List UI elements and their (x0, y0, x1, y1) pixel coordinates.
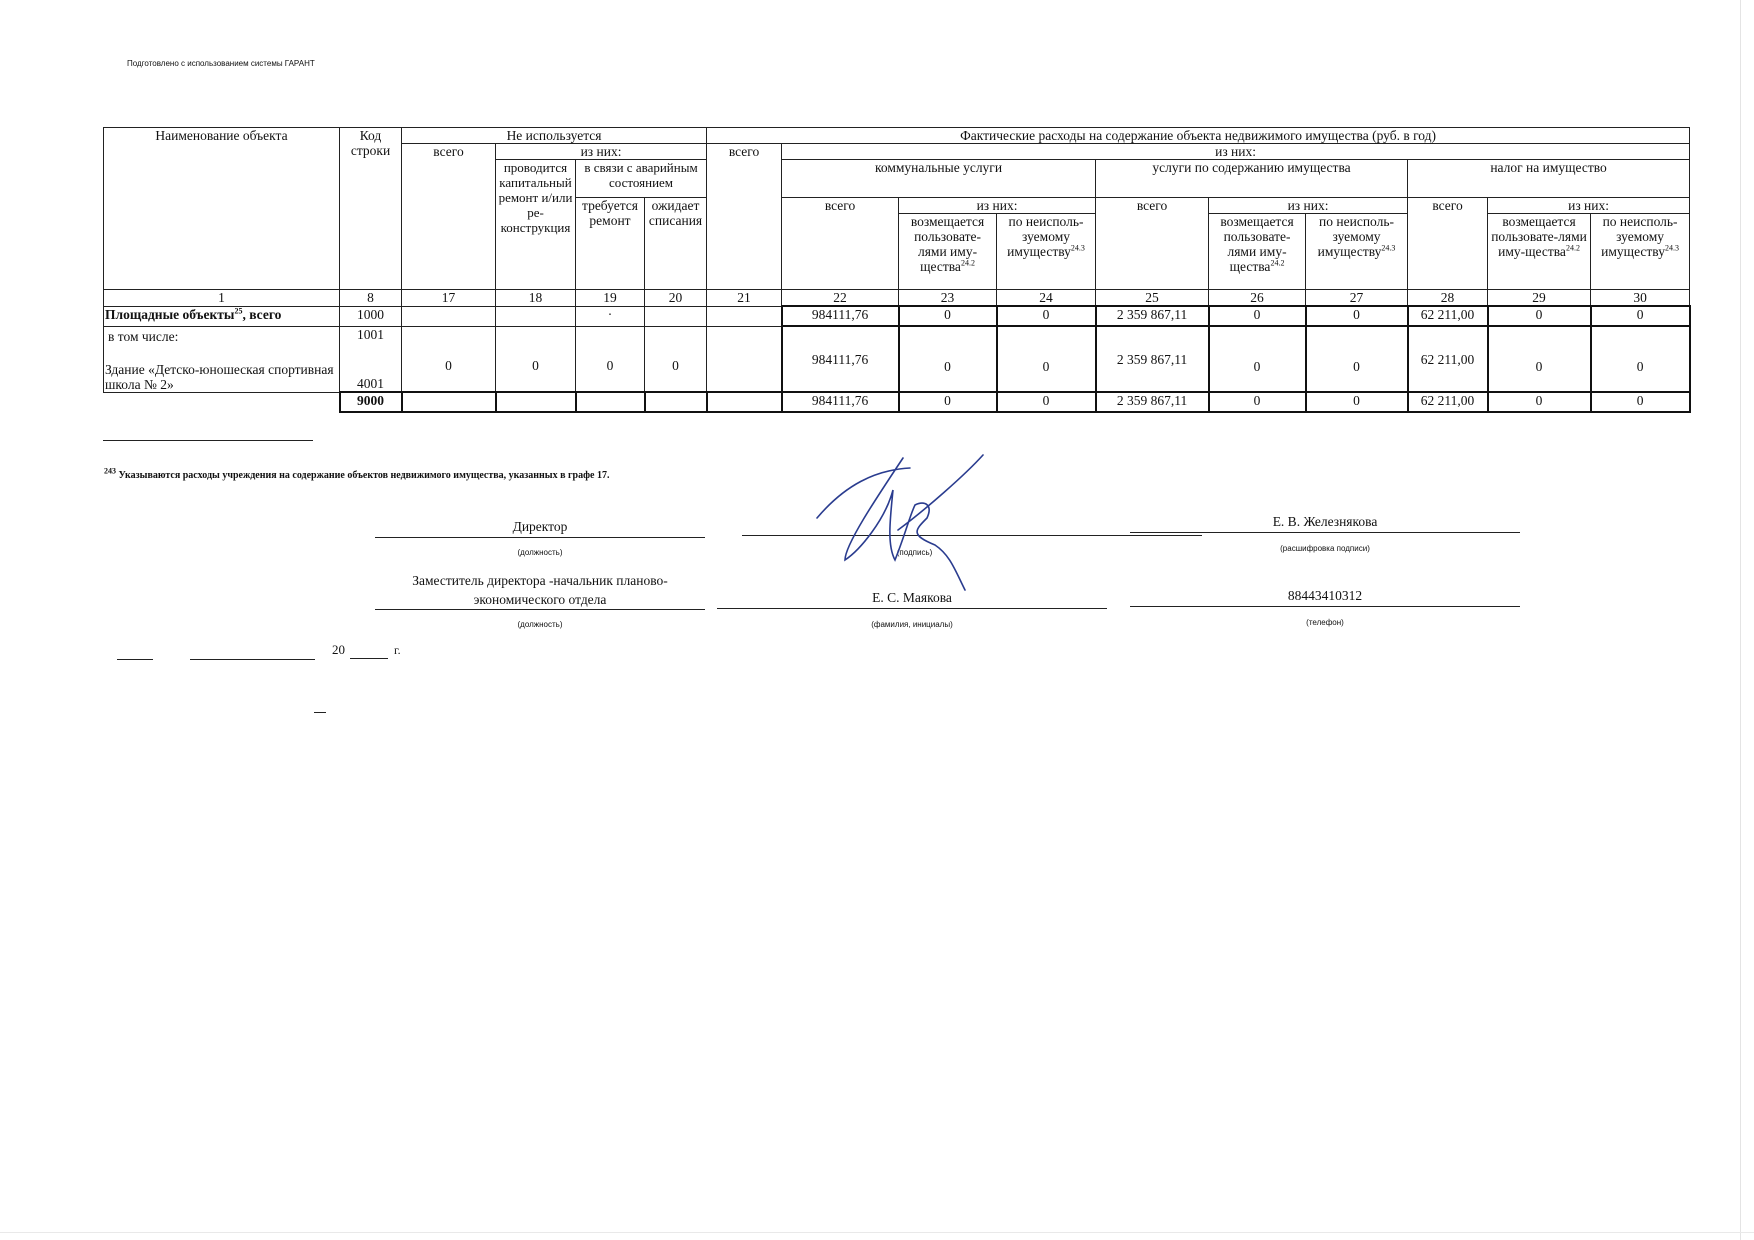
cell-24: 0 (997, 392, 1096, 412)
col-num: 22 (782, 290, 899, 307)
date-year-line (350, 658, 388, 659)
header-not-used: Не используется (402, 128, 707, 144)
header-maintenance-unused: по неисполь-зуемому имуществу$^{24.3}$ (1306, 214, 1408, 290)
header-maintenance-reimbursed: возмещается пользовате-лями иму-щества$^{24.2}$ (1209, 214, 1306, 290)
header-name: Наименование объекта (104, 128, 340, 290)
cell-23: 0 (899, 306, 997, 326)
row-name (104, 326, 340, 392)
header-tax-unused: по неисполь-зуемому имуществу$^{24.3}$ (1591, 214, 1690, 290)
date-month-line (190, 659, 315, 660)
cell-27: 0 (1306, 392, 1408, 412)
row-name: Площадные объекты$^{25}$, всего (104, 306, 340, 326)
phone-number: 88443410312 (1287, 588, 1363, 603)
phone-line (1130, 606, 1520, 607)
col-num: 25 (1096, 290, 1209, 307)
header-utilities-reimbursed: возмещается пользовате-лями иму-щества$^{24.2}$ (899, 214, 997, 290)
col-num: 19 (576, 290, 645, 307)
position-director: Директор (512, 519, 568, 534)
date-suffix: г. (394, 643, 401, 657)
cell-27: 0 (1306, 306, 1408, 326)
row-code-b: 4001 (357, 376, 384, 391)
scan-edge-right (1740, 0, 1741, 1240)
cell-28: 62 211,00 (1408, 306, 1488, 326)
cell-17: 0 (402, 326, 496, 392)
cell-26: 0 (1209, 392, 1306, 412)
cell-25: 2 359 867,11 (1096, 306, 1209, 326)
cell-25: 2 359 867,11 (1096, 326, 1209, 392)
cell-18: 0 (496, 326, 576, 392)
name-caption-1: (расшифровка подписи) (1280, 544, 1370, 553)
name-deputy: Е. С. Маякова (872, 590, 952, 605)
cell-25: 2 359 867,11 (1096, 392, 1209, 412)
cell-30: 0 (1591, 306, 1690, 326)
cell-20: 0 (645, 326, 707, 392)
header-utilities-unused: по неисполь-зуемому имуществу$^{24.3}$ (997, 214, 1096, 290)
table-row (104, 326, 1690, 392)
expenses-table (103, 127, 1691, 413)
table-row (104, 306, 1690, 326)
phone-caption: (телефон) (1306, 618, 1344, 627)
header-emergency: в связи с аварийным состоянием (576, 160, 707, 198)
position-caption-1: (должность) (517, 548, 563, 557)
header-facts-of-them: из них: (782, 144, 1690, 160)
position-caption-2: (должность) (517, 620, 563, 629)
header-maintenance-total: всего (1096, 198, 1209, 290)
header-utilities: коммунальные услуги (782, 160, 1096, 198)
fio-caption: (фамилия, инициалы) (871, 620, 953, 629)
row-code-a: 1001 (357, 326, 384, 342)
col-num: 29 (1488, 290, 1591, 307)
row-name-building: Здание «Детско-юношеская спортивная школа № 2» (105, 361, 334, 392)
prepared-by-note: Подготовлено с использованием системы ГАРАНТ (127, 59, 315, 68)
column-number-row (104, 290, 1690, 307)
cell-30: 0 (1591, 392, 1690, 412)
header-not-used-total: всего (402, 144, 496, 290)
header-needs-repair: требуется ремонт (576, 198, 645, 290)
col-num: 28 (1408, 290, 1488, 307)
header-tax: налог на имущество (1408, 160, 1690, 198)
row-name-in-total: в том числе: (108, 328, 179, 344)
name-line-2 (717, 608, 1107, 609)
cell-23: 0 (899, 326, 997, 392)
header-awaits-writeoff: ожидает списания (645, 198, 707, 290)
col-num: 26 (1209, 290, 1306, 307)
cell-29: 0 (1488, 392, 1591, 412)
row-code: 1000 (340, 306, 402, 326)
header-utilities-of-them: из них: (899, 198, 1096, 214)
col-num: 27 (1306, 290, 1408, 307)
header-maintenance-of-them: из них: (1209, 198, 1408, 214)
position-line-2 (375, 609, 705, 610)
handwritten-signature (815, 450, 995, 600)
cell-19: · (576, 306, 645, 326)
header-facts-total: всего (707, 144, 782, 290)
col-num: 23 (899, 290, 997, 307)
row-code: 9000 (340, 392, 402, 412)
table-row-total (104, 392, 1690, 412)
date-year-prefix: 20 (332, 642, 345, 657)
cell-24: 0 (997, 306, 1096, 326)
col-num: 20 (645, 290, 707, 307)
header-maintenance: услуги по содержанию имущества (1096, 160, 1408, 198)
cell-22: 984111,76 (782, 306, 899, 326)
position-deputy: Заместитель директора -начальник планово-экономического отдела (412, 573, 668, 607)
col-num: 17 (402, 290, 496, 307)
name-line-1 (1130, 532, 1520, 533)
header-not-used-of-them: из них: (496, 144, 707, 160)
cell-27: 0 (1306, 326, 1408, 392)
date-day-line (117, 659, 153, 660)
col-num: 24 (997, 290, 1096, 307)
header-code: Код строки (340, 128, 402, 290)
col-num: 8 (340, 290, 402, 307)
header-capital-repair: проводится капитальный ремонт и/или ре-конструкция (496, 160, 576, 290)
cell-30: 0 (1591, 326, 1690, 392)
header-tax-total: всего (1408, 198, 1488, 290)
cell-23: 0 (899, 392, 997, 412)
cell-26: 0 (1209, 326, 1306, 392)
cell-28: 62 211,00 (1408, 392, 1488, 412)
footnote: $^{243}$ Указываются расходы учреждения на содержание объектов недвижимого имущества, указанных в графе 17. (104, 466, 610, 481)
row-code (340, 326, 402, 392)
name-director: Е. В. Железнякова (1272, 514, 1378, 529)
cell-24: 0 (997, 326, 1096, 392)
cell-29: 0 (1488, 326, 1591, 392)
cell-28: 62 211,00 (1408, 326, 1488, 392)
cell-26: 0 (1209, 306, 1306, 326)
header-facts: Фактические расходы на содержание объекта недвижимого имущества (руб. в год) (707, 128, 1690, 144)
col-num: 30 (1591, 290, 1690, 307)
col-num: 21 (707, 290, 782, 307)
header-tax-reimbursed: возмещается пользовате-лями иму-щества$^{24.2}$ (1488, 214, 1591, 290)
position-line-1 (375, 537, 705, 538)
cell-22: 984111,76 (782, 326, 899, 392)
header-utilities-total: всего (782, 198, 899, 290)
table-under-rule (103, 440, 313, 441)
col-num: 1 (104, 290, 340, 307)
header-tax-of-them: из них: (1488, 198, 1690, 214)
cell-19: 0 (576, 326, 645, 392)
cell-29: 0 (1488, 306, 1591, 326)
signature-caption: (подпись) (896, 548, 933, 557)
dash-mark (314, 712, 326, 713)
cell-22: 984111,76 (782, 392, 899, 412)
scan-edge-bottom (0, 1232, 1754, 1233)
col-num: 18 (496, 290, 576, 307)
